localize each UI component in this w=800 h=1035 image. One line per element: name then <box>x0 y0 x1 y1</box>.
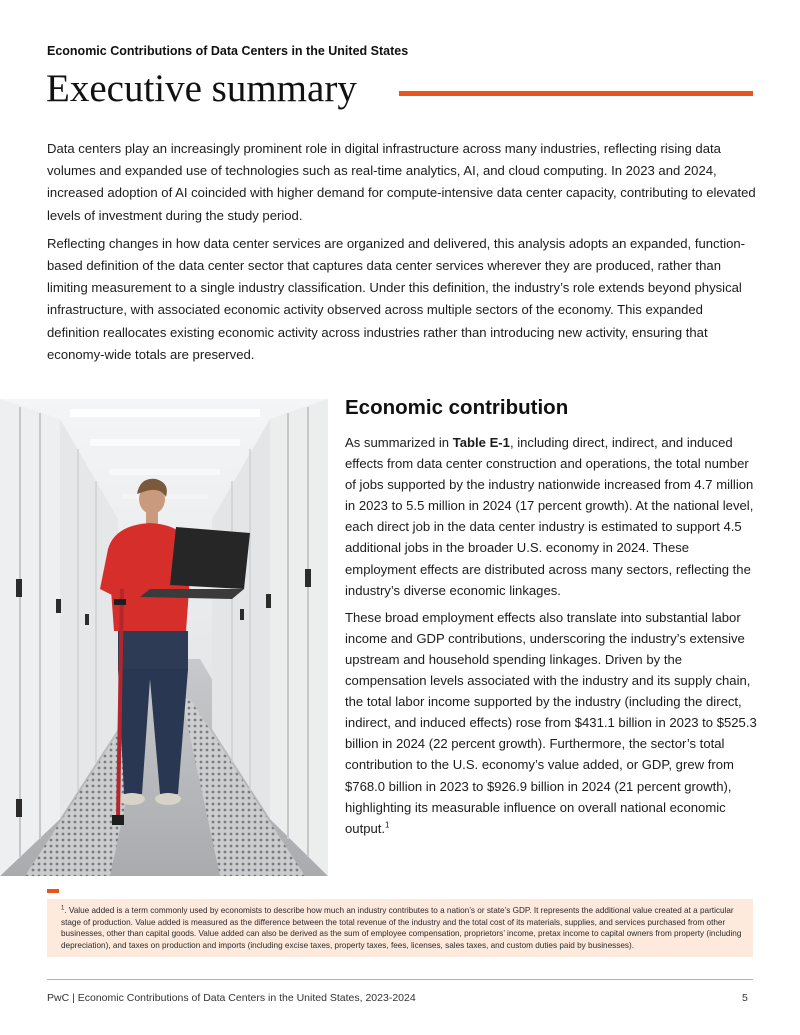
intro-paragraph-1: Data centers play an increasingly prominent role in digital infrastructure across many industries, reflecting rising data volumes and expanded use of technologies such as real-time analytics, AI, and cloud computing. In 2023 and 2024, increased adoption of AI coincided with higher demand for compute-intensive data center capacity, contributing to elevated levels of investment during the study period. <box>47 141 756 223</box>
title-accent-rule <box>399 91 753 96</box>
data-center-photo <box>0 399 328 876</box>
footnote-text: . Value added is a term commonly used by economists to describe how much an industry contributes to a nation’s or state’s GDP. It represents the additional value created at a particular stage of production. Value added is measured as the difference between the total revenue of the industry and the total cost of its materials, supplies, and services purchased from other businesses, other than capital goods. Value added can also be derived as the sum of employee compensation, proprietors’ income, pretax income to capital owners from property (including depreciation), and taxes on production and imports (including excise taxes, property taxes, fees, licenses, sales taxes, and custom duties paid by businesses). <box>61 906 742 950</box>
p1-body: , including direct, indirect, and induced effects from data center construction and operations, the total number of jobs supported by the industry nationwide increased from 4.7 million in 2023 to 5.5 million in 2024 (17 percent growth). At the national level, each direct job in the data center industry is estimated to support 4.5 additional jobs in the broader U.S. economy in 2024. These employment effects are distributed across many sectors, reflecting the industry’s diverse economic linkages. <box>345 435 754 598</box>
page-number: 5 <box>742 992 748 1004</box>
p1-lead: As summarized in <box>345 435 453 450</box>
economic-contribution-section <box>345 394 757 845</box>
page-title: Executive summary <box>46 67 357 110</box>
section-paragraph-2 <box>345 607 757 839</box>
section-heading: Economic contribution <box>345 396 569 419</box>
intro-text <box>47 138 757 372</box>
footer-rule <box>47 979 753 980</box>
p2-body: These broad employment effects also translate into substantial labor income and GDP contributions, underscoring the industry’s extensive upstream and household spending linkages. Driven by the compensation levels associated with the industry and its supply chain, the total labor income supported by the industry (including the direct, indirect, and induced effects) rose from $431.1 billion in 2023 to $525.3 billion in 2024 (22 percent growth). Furthermore, the sector’s total contribution to the U.S. economy’s value added, or GDP, grew from $768.0 billion in 2023 to $926.9 billion in 2024 (21 percent growth), highlighting its measurable influence on overall national economic output. <box>345 609 757 836</box>
table-reference: Table E-1 <box>452 435 510 450</box>
footnote-accent-mark <box>47 889 59 893</box>
footer-citation: PwC | Economic Contributions of Data Centers in the United States, 2023-2024 <box>47 992 416 1004</box>
report-kicker: Economic Contributions of Data Centers in the United States <box>47 44 409 58</box>
section-paragraph-1 <box>345 432 757 601</box>
footnote-box <box>47 899 753 957</box>
footnote-number: 1 <box>61 905 65 912</box>
footnote-reference: 1 <box>385 820 390 830</box>
intro-paragraph-2: Reflecting changes in how data center services are organized and delivered, this analysis adopts an expanded, function-based definition of the data center sector that captures data center services wherever they are produced, rather than limiting measurement to a single industry classification. Under this definition, the industry’s role extends beyond physical infrastructure, with associated economic activity observed across multiple sectors of the economy. This expanded definition reallocates existing economic activity across industries rather than introducing new activity, ensuring that economy-wide totals are preserved. <box>47 235 746 362</box>
